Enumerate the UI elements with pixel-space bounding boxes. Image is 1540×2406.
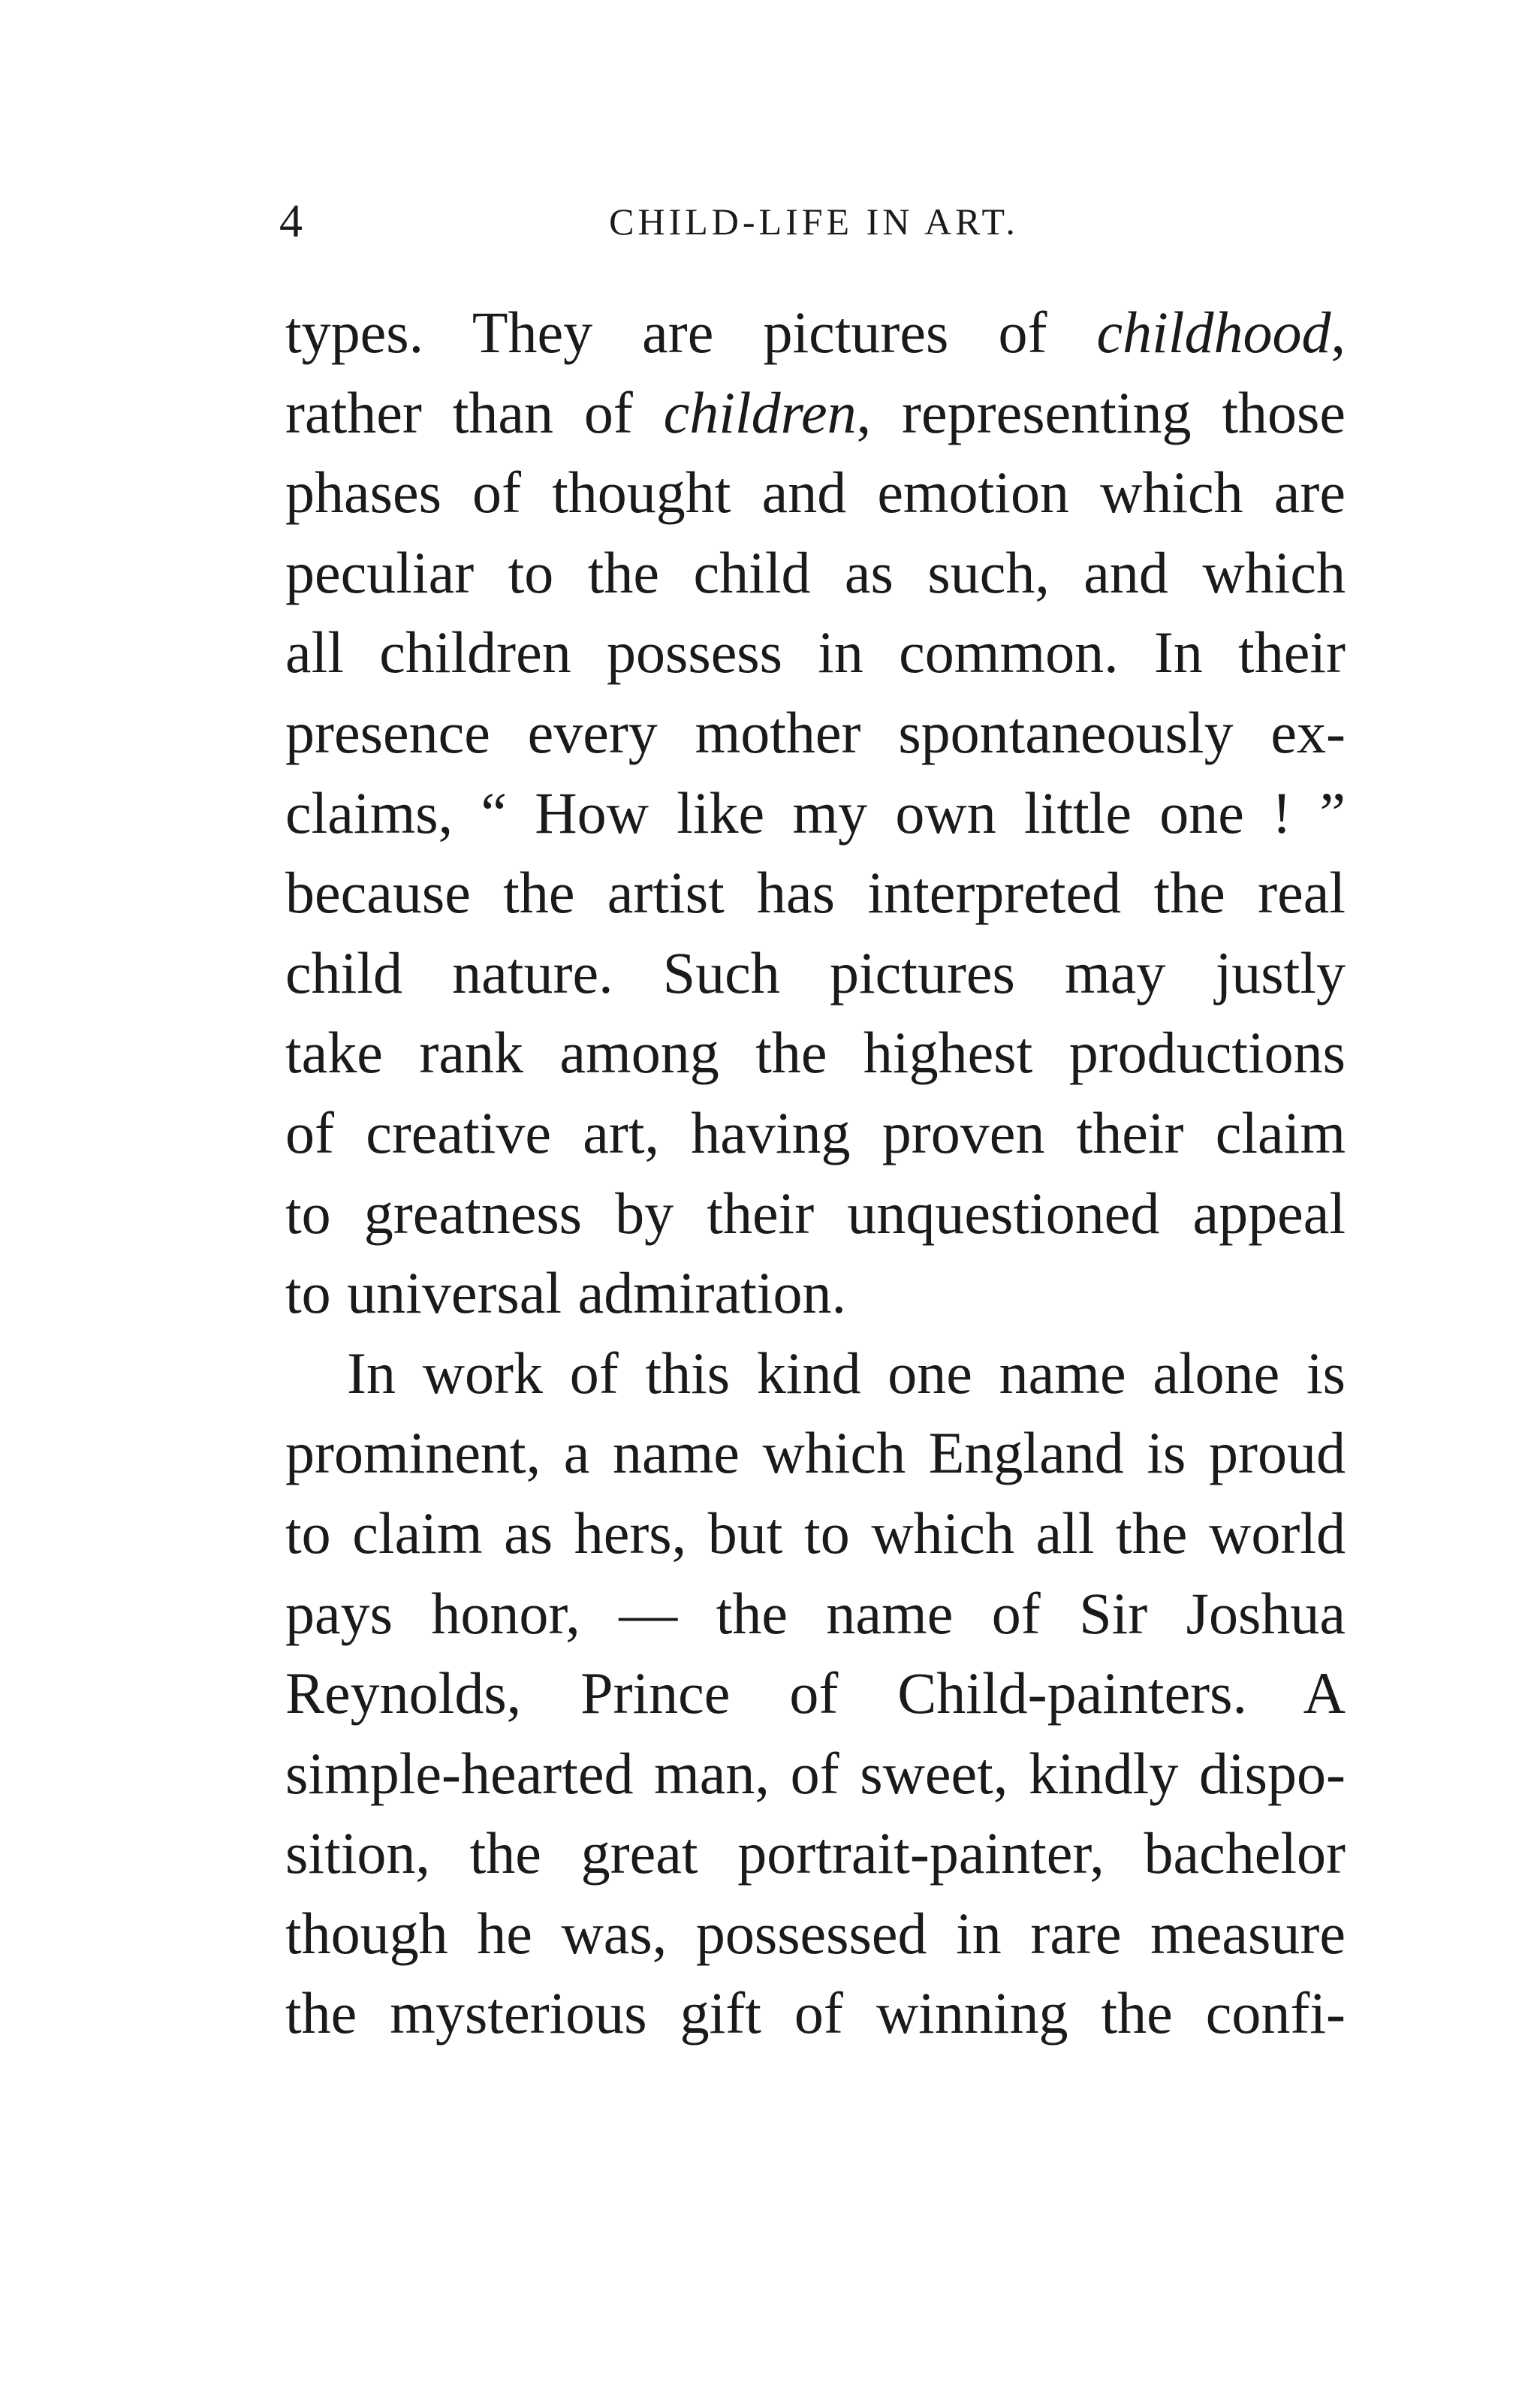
text-line: sition, the great portrait-painter, bachelor	[285, 1820, 1346, 1886]
text-line: types. They are pictures of childhood,	[285, 300, 1346, 365]
page-number: 4	[279, 196, 303, 247]
text-line: In work of this kind one name alone is	[347, 1340, 1346, 1406]
text-line: claims, “ How like my own little one ! ”	[285, 779, 1346, 846]
text-line: because the artist has interpreted the real	[285, 860, 1346, 926]
text-line: all children possess in common. In their	[285, 620, 1346, 686]
text-line: phases of thought and emotion which are	[285, 460, 1346, 526]
text-line: pays honor, — the name of Sir Joshua	[285, 1580, 1346, 1646]
text-line: though he was, possessed in rare measure	[285, 1900, 1346, 1966]
page-header	[279, 188, 1349, 255]
text-line: the mysterious gift of winning the confi-	[285, 1980, 1346, 2046]
text-line: to claim as hers, but to which all the world	[285, 1500, 1346, 1566]
text-line: presence every mother spontaneously ex-	[285, 699, 1346, 765]
text-line: peculiar to the child as such, and which	[285, 539, 1346, 605]
text-line: prominent, a name which England is proud	[285, 1420, 1346, 1486]
text-line: Reynolds, Prince of Child-painters. A	[285, 1660, 1346, 1726]
text-line: to greatness by their unquestioned appeal	[285, 1180, 1346, 1246]
text-line: child nature. Such pictures may justly	[285, 939, 1346, 1006]
text-line: rather than of children, representing those	[285, 379, 1346, 445]
text-line: to universal admiration.	[285, 1260, 846, 1326]
text-line: take rank among the highest productions	[285, 1020, 1346, 1086]
text-line: of creative art, having proven their claim	[285, 1099, 1346, 1165]
text-line: simple-hearted man, of sweet, kindly dispo-	[285, 1740, 1346, 1806]
body-text	[285, 293, 1346, 2054]
running-head: CHILD-LIFE IN ART.	[609, 200, 1019, 243]
